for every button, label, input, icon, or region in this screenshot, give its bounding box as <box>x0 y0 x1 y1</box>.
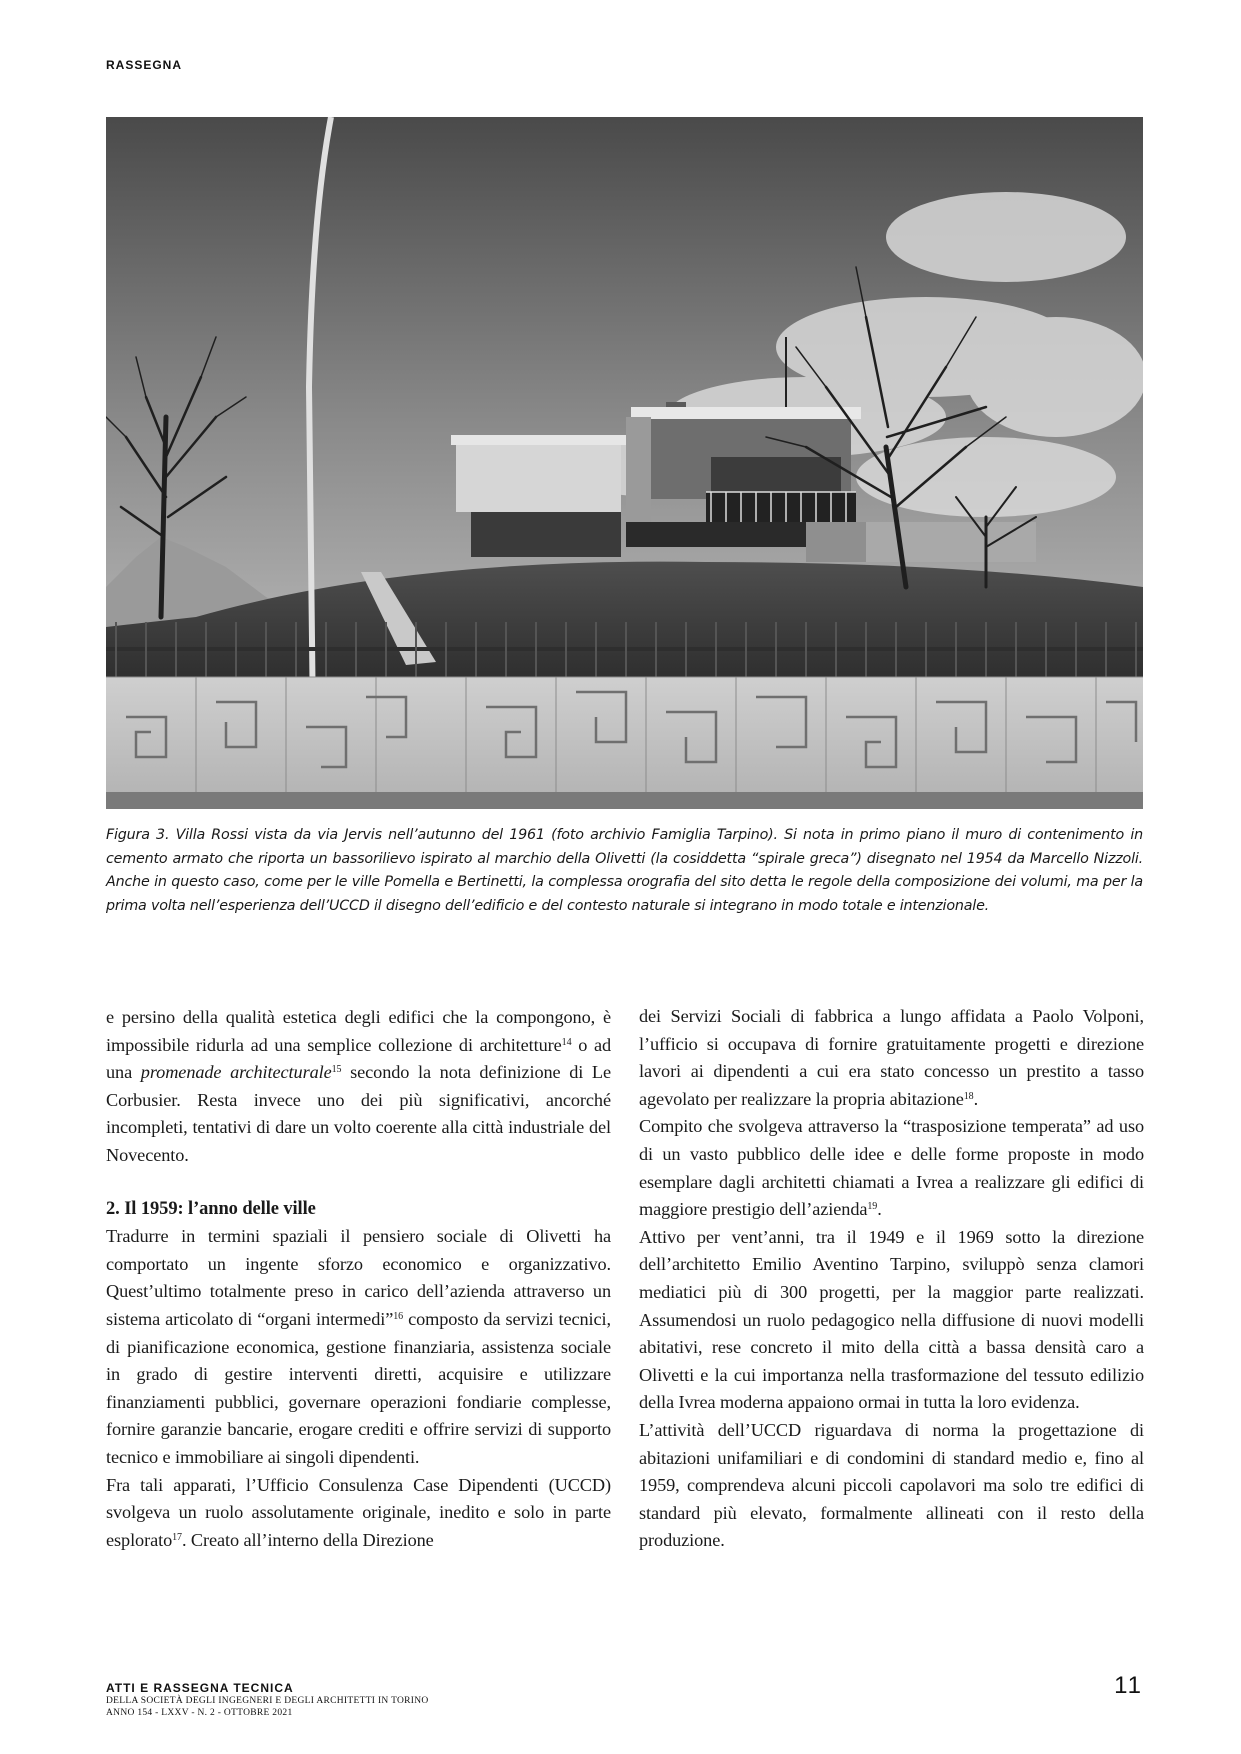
text-column-left <box>106 1004 611 1554</box>
text-run: . <box>973 1088 979 1109</box>
text-run: . <box>877 1199 882 1220</box>
journal-society: DELLA SOCIETÀ DEGLI INGEGNERI E DEGLI ARCHITETTI IN TORINO <box>106 1696 429 1706</box>
footnote-ref: 19 <box>867 1201 878 1213</box>
paragraph <box>106 1223 611 1471</box>
text-run: composto da servizi tecnici, di pianificazione economica, gestione finanziaria, assistenza sociale in grado di gestire interventi diretti, acquisire e utilizzare finanziamenti pubblici, governare operazioni fondiarie complesse, fornire garanzie bancarie, erogare crediti e offrire servizi di supporto tecnico e immobiliare ai singoli dipendenti. <box>106 1308 611 1467</box>
footnote-ref: 16 <box>393 1310 404 1322</box>
footnote-ref: 15 <box>331 1064 342 1076</box>
section-heading: 2. Il 1959: l’anno delle ville <box>106 1198 316 1219</box>
paragraph: L’attività dell’UCCD riguardava di norma la progettazione di abitazioni unifamiliari e di condomini di standard medio e, fino al 1959, comprendeva alcuni piccoli capolavori ma solo tre edifici di standard più elevato, formalmente allineati con il resto della produzione. <box>639 1419 1144 1551</box>
journal-issue: ANNO 154 - LXXV - N. 2 - OTTOBRE 2021 <box>106 1708 293 1718</box>
text-run: Tradurre in termini spaziali il pensiero sociale di Olivetti ha comportato un ingente sforzo economico e organizzativo. Quest’ultimo totalmente preso in carico dell’azienda attraverso un sistema articolato di “organi intermedi” <box>106 1226 611 1329</box>
paragraph: Attivo per vent’anni, tra il 1949 e il 1969 sotto la direzione dell’architetto Emilio Aventino Tarpino, sviluppò senza clamori mediatici più di 300 progetti, per la maggior parte realizzati. Assumendosi un ruolo pedagogico nella diffusione di nuovi modelli abitativi, rese concreto il mito della città a bassa densità caro a Olivetti e la cui importanza nella trasformazione del tessuto edilizio della Ivrea moderna appaiono ormai in tutta la loro evidenza. <box>639 1226 1144 1413</box>
emphasis: promenade architecturale <box>140 1062 332 1083</box>
paragraph <box>106 1004 611 1170</box>
figure-caption: Figura 3. Villa Rossi vista da via Jervis nell’autunno del 1961 (foto archivio Famiglia Tarpino). Si nota in primo piano il muro di contenimento in cemento armato che riporta un bassorilievo ispirato al marchio della Olivetti (la cosiddetta “spirale greca”) disegnato nel 1954 da Marcello Nizzoli. Anche in questo caso, come per le ville Pomella e Bertinetti, la complessa orografia del sito detta le regole della composizione dei volumi, ma per la prima volta nell’esperienza dell’UCCD il disegno dell’edificio e del contesto naturale si integrano in modo totale e intenzionale. <box>106 827 1143 914</box>
footnote-ref: 17 <box>172 1531 182 1543</box>
footnote-ref: 18 <box>963 1090 974 1102</box>
text-run: Fra tali apparati, l’Ufficio Consulenza Case Dipendenti (UCCD) svolgeva un ruolo assolutamente originale, inedito e solo in parte esplorato <box>106 1474 611 1550</box>
paragraph <box>639 1113 1144 1223</box>
villa-rossi-photo <box>106 117 1143 809</box>
photo-illustration <box>106 117 1143 809</box>
text-run: . Creato all’interno della Direzione <box>181 1529 434 1550</box>
journal-title: ATTI E RASSEGNA TECNICA <box>106 1681 294 1695</box>
text-run: dei Servizi Sociali di fabbrica a lungo affidata a Paolo Volponi, l’ufficio si occupava di fornire gratuitamente progetti e direzione lavori ai dipendenti a cui era stato concesso un prestito a tasso agevolato per realizzare la propria abitazione <box>639 1006 1144 1109</box>
text-run: e persino della qualità estetica degli edifici che la compongono, è impossibile ridurla ad una semplice collezione di architetture <box>106 1007 611 1055</box>
section-label: RASSEGNA <box>106 58 183 72</box>
paragraph <box>639 1003 1144 1113</box>
page-number: 11 <box>1114 1672 1143 1699</box>
footer <box>106 1681 429 1719</box>
text-column-right <box>639 1003 1144 1555</box>
paragraph <box>106 1472 611 1555</box>
text-run: o ad una <box>106 1034 611 1083</box>
text-run: Compito che svolgeva attraverso la “trasposizione temperata” ad uso di un vasto pubblico delle idee e delle forme proposte in modo esemplare dagli architetti chiamati a Ivrea a realizzare gli edifici di maggiore prestigio dell’azienda <box>639 1116 1144 1220</box>
text-run: secondo la nota definizione di Le Corbusier. Resta invece uno dei più significativi, ancorché incompleti, tentativi di dare un volto coerente alla città industriale del Novecento. <box>106 1062 612 1165</box>
footnote-ref: 14 <box>561 1036 572 1048</box>
